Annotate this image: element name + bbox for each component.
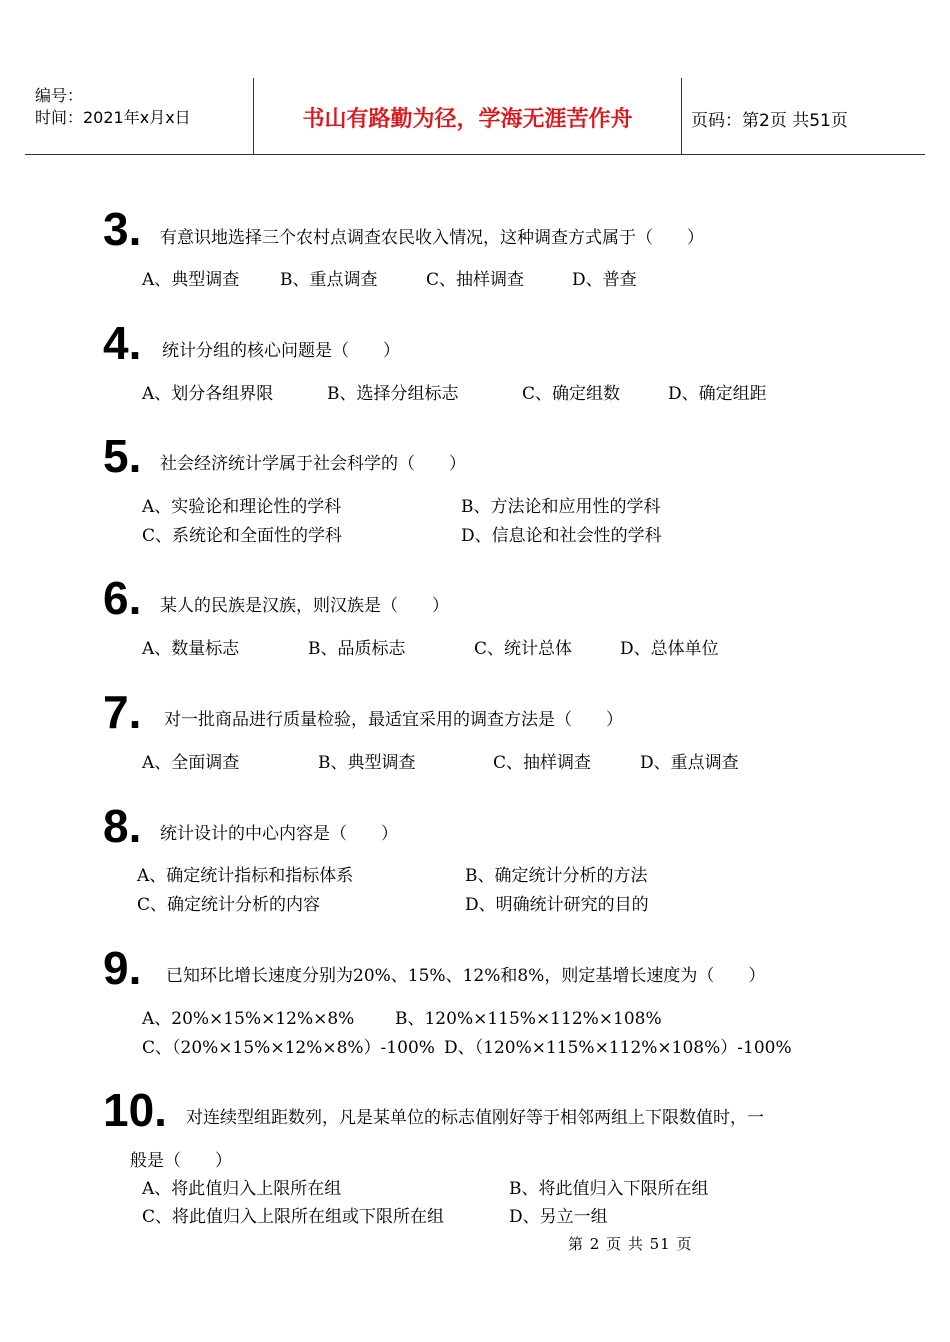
question-text: 对一批商品进行质量检验，最适宜采用的调查方法是（ ） <box>164 710 623 730</box>
option-c: C、将此值归入上限所在组或下限所在组 <box>142 1207 445 1227</box>
page-footer: 第 2 页 共 51 页 <box>568 1235 693 1253</box>
header-meta-cell <box>25 78 253 154</box>
option-c: C、确定统计分析的内容 <box>137 895 321 915</box>
option-d: D、普查 <box>572 270 637 290</box>
question-number: 4. <box>103 317 142 369</box>
question-text: 某人的民族是汉族，则汉族是（ ） <box>160 596 449 616</box>
option-a: A、划分各组界限 <box>142 384 274 404</box>
option-d: D、确定组距 <box>668 384 767 404</box>
option-d: D、另立一组 <box>509 1207 608 1227</box>
option-b: B、选择分组标志 <box>327 384 459 404</box>
header-motto-cell <box>253 78 682 154</box>
question-number: 8. <box>103 800 142 852</box>
option-a: A、数量标志 <box>142 639 240 659</box>
option-a: A、典型调查 <box>142 270 240 290</box>
option-c: C、抽样调查 <box>426 270 525 290</box>
serial-label: 编号： <box>35 86 84 105</box>
option-a: A、实验论和理论性的学科 <box>142 497 342 517</box>
question-number: 5. <box>103 430 142 482</box>
question-text: 统计设计的中心内容是（ ） <box>160 824 398 844</box>
question-text: 统计分组的核心问题是（ ） <box>162 341 400 361</box>
question-number: 7. <box>103 686 142 738</box>
question-number: 3. <box>103 203 142 255</box>
option-b: B、120%×115%×112%×108% <box>395 1009 662 1029</box>
option-b: B、品质标志 <box>308 639 406 659</box>
option-b: B、方法论和应用性的学科 <box>461 497 661 517</box>
header-page-cell <box>681 78 925 154</box>
question-text: 社会经济统计学属于社会科学的（ ） <box>160 454 466 474</box>
option-a: A、20%×15%×12%×8% <box>142 1009 355 1029</box>
option-a: A、全面调查 <box>142 753 240 773</box>
question-number: 9. <box>103 942 142 994</box>
motto: 书山有路勤为径，学海无涯苦作舟 <box>302 107 633 132</box>
option-c: C、统计总体 <box>474 639 573 659</box>
option-c: C、系统论和全面性的学科 <box>142 526 343 546</box>
option-c: C、抽样调查 <box>493 753 592 773</box>
option-b: B、典型调查 <box>318 753 416 773</box>
time-label: 时间：2021年x月x日 <box>35 108 191 127</box>
option-a: A、确定统计指标和指标体系 <box>137 866 354 886</box>
question-text: 已知环比增长速度分别为20%、15%、12%和8%，则定基增长速度为（ ） <box>166 966 766 986</box>
option-d: D、明确统计研究的目的 <box>465 895 649 915</box>
option-d: D、（120%×115%×112%×108%）-100% <box>444 1038 792 1058</box>
option-a: A、将此值归入上限所在组 <box>142 1179 342 1199</box>
option-d: D、重点调查 <box>640 753 739 773</box>
question-text: 有意识地选择三个农村点调查农民收入情况，这种调查方式属于（ ） <box>160 228 704 248</box>
page-header <box>25 78 925 155</box>
question-number: 10. <box>103 1084 167 1136</box>
question-text: 对连续型组距数列，凡是某单位的标志值刚好等于相邻两组上下限数值时，一 <box>186 1108 764 1128</box>
option-b: B、确定统计分析的方法 <box>465 866 648 886</box>
option-d: D、信息论和社会性的学科 <box>461 526 662 546</box>
option-c: C、确定组数 <box>522 384 621 404</box>
question-text-continued: 般是（ ） <box>130 1151 232 1171</box>
page-info: 页码：第2页 共51页 <box>691 111 848 131</box>
option-d: D、总体单位 <box>620 639 719 659</box>
option-b: B、将此值归入下限所在组 <box>509 1179 709 1199</box>
option-b: B、重点调查 <box>280 270 378 290</box>
question-number: 6. <box>103 572 142 624</box>
option-c: C、（20%×15%×12%×8%）-100% <box>142 1038 435 1058</box>
